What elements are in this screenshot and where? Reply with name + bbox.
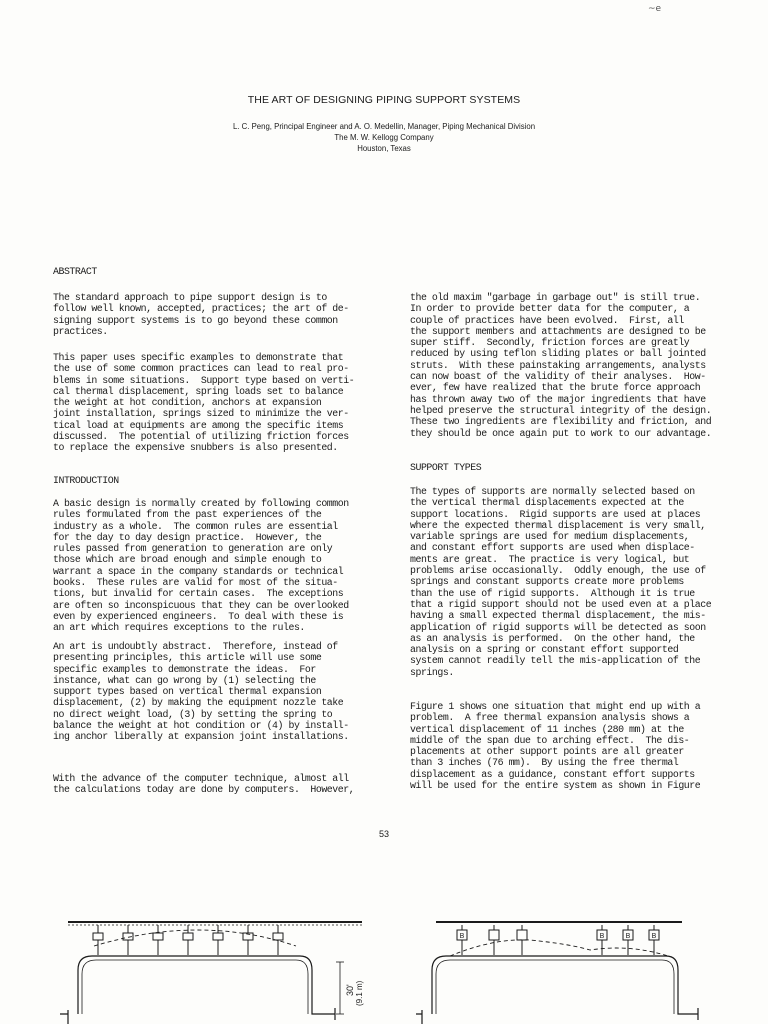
hanger-5 bbox=[213, 925, 223, 955]
text-line: struts. With these painstaking arrangements, analysts bbox=[410, 359, 706, 371]
text-line: An art is undoubtly abstract. Therefore, instead of bbox=[53, 641, 338, 652]
text-line: problems arise occasionally. Oddly enough, the use of bbox=[410, 565, 706, 577]
introduction-heading: INTRODUCTION bbox=[53, 475, 119, 486]
text-line: the vertical thermal displacements expected at the bbox=[410, 497, 684, 509]
text-line: The types of supports are normally selected based on bbox=[410, 486, 695, 497]
text-line: blems in some situations. Support type based on verti- bbox=[53, 374, 355, 386]
text-line: The standard approach to pipe support design is to bbox=[53, 292, 327, 303]
text-line: having a small expected thermal displacement, the mis- bbox=[410, 610, 706, 622]
text-line: ments are great. The practice is very logical, but bbox=[410, 553, 690, 565]
paper-title: THE ART OF DESIGNING PIPING SUPPORT SYSTEMS bbox=[247, 94, 521, 106]
figure-left-constant-supports bbox=[50, 910, 380, 1024]
text-line: displacement as a guidance, constant effort supports bbox=[410, 768, 695, 780]
authors-line: L. C. Peng, Principal Engineer and A. O. Medellin, Manager, Piping Mechanical Division bbox=[232, 122, 536, 131]
text-line: system cannot readily tell the mis-application of the bbox=[410, 655, 701, 667]
text-line: discussed. The potential of utilizing friction forces bbox=[53, 431, 349, 443]
page-number: 53 bbox=[378, 829, 389, 839]
support-label-2: B bbox=[599, 933, 605, 940]
text-line: tions, but invalid for certain cases. The exceptions bbox=[53, 588, 344, 600]
text-line: the calculations today are done by computers. However, bbox=[53, 784, 355, 796]
hanger-2 bbox=[123, 925, 133, 955]
author-block bbox=[0, 121, 768, 154]
text-line: springs. bbox=[410, 666, 454, 678]
text-line: placements at other support points are all greater bbox=[410, 746, 684, 758]
hanger-3 bbox=[153, 925, 163, 955]
text-line: where the expected thermal displacement is very small, bbox=[410, 519, 706, 531]
text-line: rules formulated from the past experiences of the bbox=[53, 509, 322, 521]
support-types-heading: SUPPORT TYPES bbox=[410, 462, 482, 473]
text-line: warrant a space in the company standards or technical bbox=[53, 565, 344, 577]
text-line: has thrown away two of the major ingredients that have bbox=[410, 393, 706, 405]
text-line: super stiff. Secondly, friction forces are greatly bbox=[410, 337, 690, 349]
text-line: signing support systems is to go beyond these common bbox=[53, 314, 338, 326]
text-line: vertical displacement of 11 inches (280 mm) at the bbox=[410, 723, 684, 735]
introduction-paragraph-2 bbox=[53, 641, 393, 743]
dimension-label: 30' bbox=[345, 984, 355, 996]
text-line: In order to provide better data for the computer, a bbox=[410, 303, 690, 315]
support-label-1: B bbox=[459, 933, 465, 940]
support-4 bbox=[597, 925, 607, 955]
text-line: for the day to day design practice. However, the bbox=[53, 531, 322, 543]
hanger-4 bbox=[183, 925, 193, 955]
text-line: tical load at equipments are among the specific items bbox=[53, 419, 344, 431]
text-line: couple of practices have been evolved. First, all bbox=[410, 314, 684, 326]
support-5 bbox=[623, 925, 633, 955]
location-line: Houston, Texas bbox=[357, 144, 411, 153]
text-line: can now boast of the validity of their analyses. How- bbox=[410, 371, 706, 383]
support-label-4: B bbox=[651, 933, 657, 940]
text-line: they should be once again put to work to our advantage. bbox=[410, 427, 712, 439]
text-line: springs and constant supports create more problems bbox=[410, 576, 684, 588]
support-types-paragraph-1 bbox=[410, 486, 740, 678]
text-line: These two ingredients are flexibility and friction, and bbox=[410, 416, 712, 428]
support-3 bbox=[517, 925, 527, 955]
text-line: joint installation, springs sized to minimize the ver- bbox=[53, 408, 349, 420]
text-line: With the advance of the computer technique, almost all bbox=[53, 773, 349, 784]
text-line: and constant effort supports are used when displace- bbox=[410, 542, 695, 554]
text-line: industry as a whole. The common rules are essential bbox=[53, 520, 338, 532]
text-line: as an analysis is performed. On the other hand, the bbox=[410, 632, 695, 644]
text-line: reduced by using teflon sliding plates or ball jointed bbox=[410, 348, 706, 360]
text-line: ever, few have realized that the brute force approach bbox=[410, 382, 701, 394]
support-label-3: B bbox=[625, 933, 631, 940]
support-2 bbox=[489, 925, 499, 955]
text-line: problem. A free thermal expansion analysis shows a bbox=[410, 712, 690, 724]
company-line: The M. W. Kellogg Company bbox=[334, 133, 434, 142]
text-line: will be used for the entire system as shown in Figure bbox=[410, 780, 701, 792]
text-line: the support members and attachments are designed to be bbox=[410, 325, 706, 337]
text-line: the weight at hot condition, anchors at expansion bbox=[53, 397, 322, 409]
text-line: displacement, (2) by making the equipment nozzle take bbox=[53, 697, 344, 709]
text-line: rules passed from generation to generation are only bbox=[53, 543, 333, 555]
text-line: those which are broad enough and simple enough to bbox=[53, 554, 322, 566]
text-line: application of rigid supports will be detected as soon bbox=[410, 621, 706, 633]
text-line: support types based on vertical thermal expansion bbox=[53, 686, 322, 698]
text-line: books. These rules are valid for most of the situa- bbox=[53, 577, 338, 589]
text-line: follow well known, accepted, practices; the art of de- bbox=[53, 303, 349, 315]
support-6 bbox=[649, 925, 659, 955]
text-line: instance, what can go wrong by (1) selecting the bbox=[53, 674, 316, 686]
text-line: middle of the span due to arching effect. The dis- bbox=[410, 734, 690, 746]
text-line: Figure 1 shows one situation that might end up with a bbox=[410, 701, 701, 712]
text-line: A basic design is normally created by following common bbox=[53, 498, 349, 509]
text-line: that a rigid support should not be used even at a place bbox=[410, 598, 712, 610]
text-line: the use of some common practices can lead to real pro- bbox=[53, 363, 349, 375]
hanger-6 bbox=[243, 925, 253, 955]
text-line: than the use of rigid supports. Although it is true bbox=[410, 587, 695, 599]
abstract-paragraph-1 bbox=[53, 292, 393, 337]
text-line: analysis on a spring or constant effort supported bbox=[410, 644, 679, 656]
text-line: This paper uses specific examples to demonstrate that bbox=[53, 352, 344, 363]
abstract-paragraph-2 bbox=[53, 352, 393, 454]
text-line: helped preserve the structural integrity of the design. bbox=[410, 404, 712, 416]
text-line: to replace the expensive snubbers is also presented. bbox=[53, 442, 338, 454]
hanger-1 bbox=[93, 925, 103, 955]
text-line: even by experienced engineers. To deal with these is bbox=[53, 610, 344, 622]
support-types-paragraph-2 bbox=[410, 701, 740, 791]
constant-support-hangers bbox=[93, 925, 283, 955]
text-line: variable springs are used for medium displacements, bbox=[410, 531, 690, 543]
text-line: specific examples to demonstrate the ideas. For bbox=[53, 663, 316, 675]
figure-right-mixed-supports bbox=[410, 910, 710, 1024]
hanger-7 bbox=[273, 925, 283, 955]
right-paragraph-1 bbox=[410, 292, 740, 439]
text-line: an art which requires exceptions to the rules. bbox=[53, 622, 305, 634]
text-line: ing anchor liberally at expansion joint installations. bbox=[53, 731, 349, 743]
text-line: cal thermal displacement, spring loads set to balance bbox=[53, 385, 344, 397]
introduction-paragraph-1 bbox=[53, 498, 393, 634]
text-line: the old maxim "garbage in garbage out" is still true. bbox=[410, 292, 701, 303]
text-line: balance the weight at hot condition or (4) by install- bbox=[53, 720, 349, 732]
introduction-paragraph-3 bbox=[53, 773, 393, 796]
text-line: support locations. Rigid supports are used at places bbox=[410, 508, 701, 520]
dimension-label-metric: (9.1 m) bbox=[355, 980, 364, 1006]
text-line: are often so inconspicuous that they can be overlooked bbox=[53, 599, 349, 611]
text-line: than 3 inches (76 mm). By using the free thermal bbox=[410, 757, 679, 769]
abstract-heading: ABSTRACT bbox=[53, 266, 97, 277]
text-line: practices. bbox=[53, 325, 108, 337]
corner-scan-mark: ~e bbox=[648, 4, 662, 14]
text-line: no direct weight load, (3) by setting the spring to bbox=[53, 708, 333, 720]
support-hangers-right bbox=[457, 925, 659, 955]
text-line: presenting principles, this article will use some bbox=[53, 652, 322, 664]
